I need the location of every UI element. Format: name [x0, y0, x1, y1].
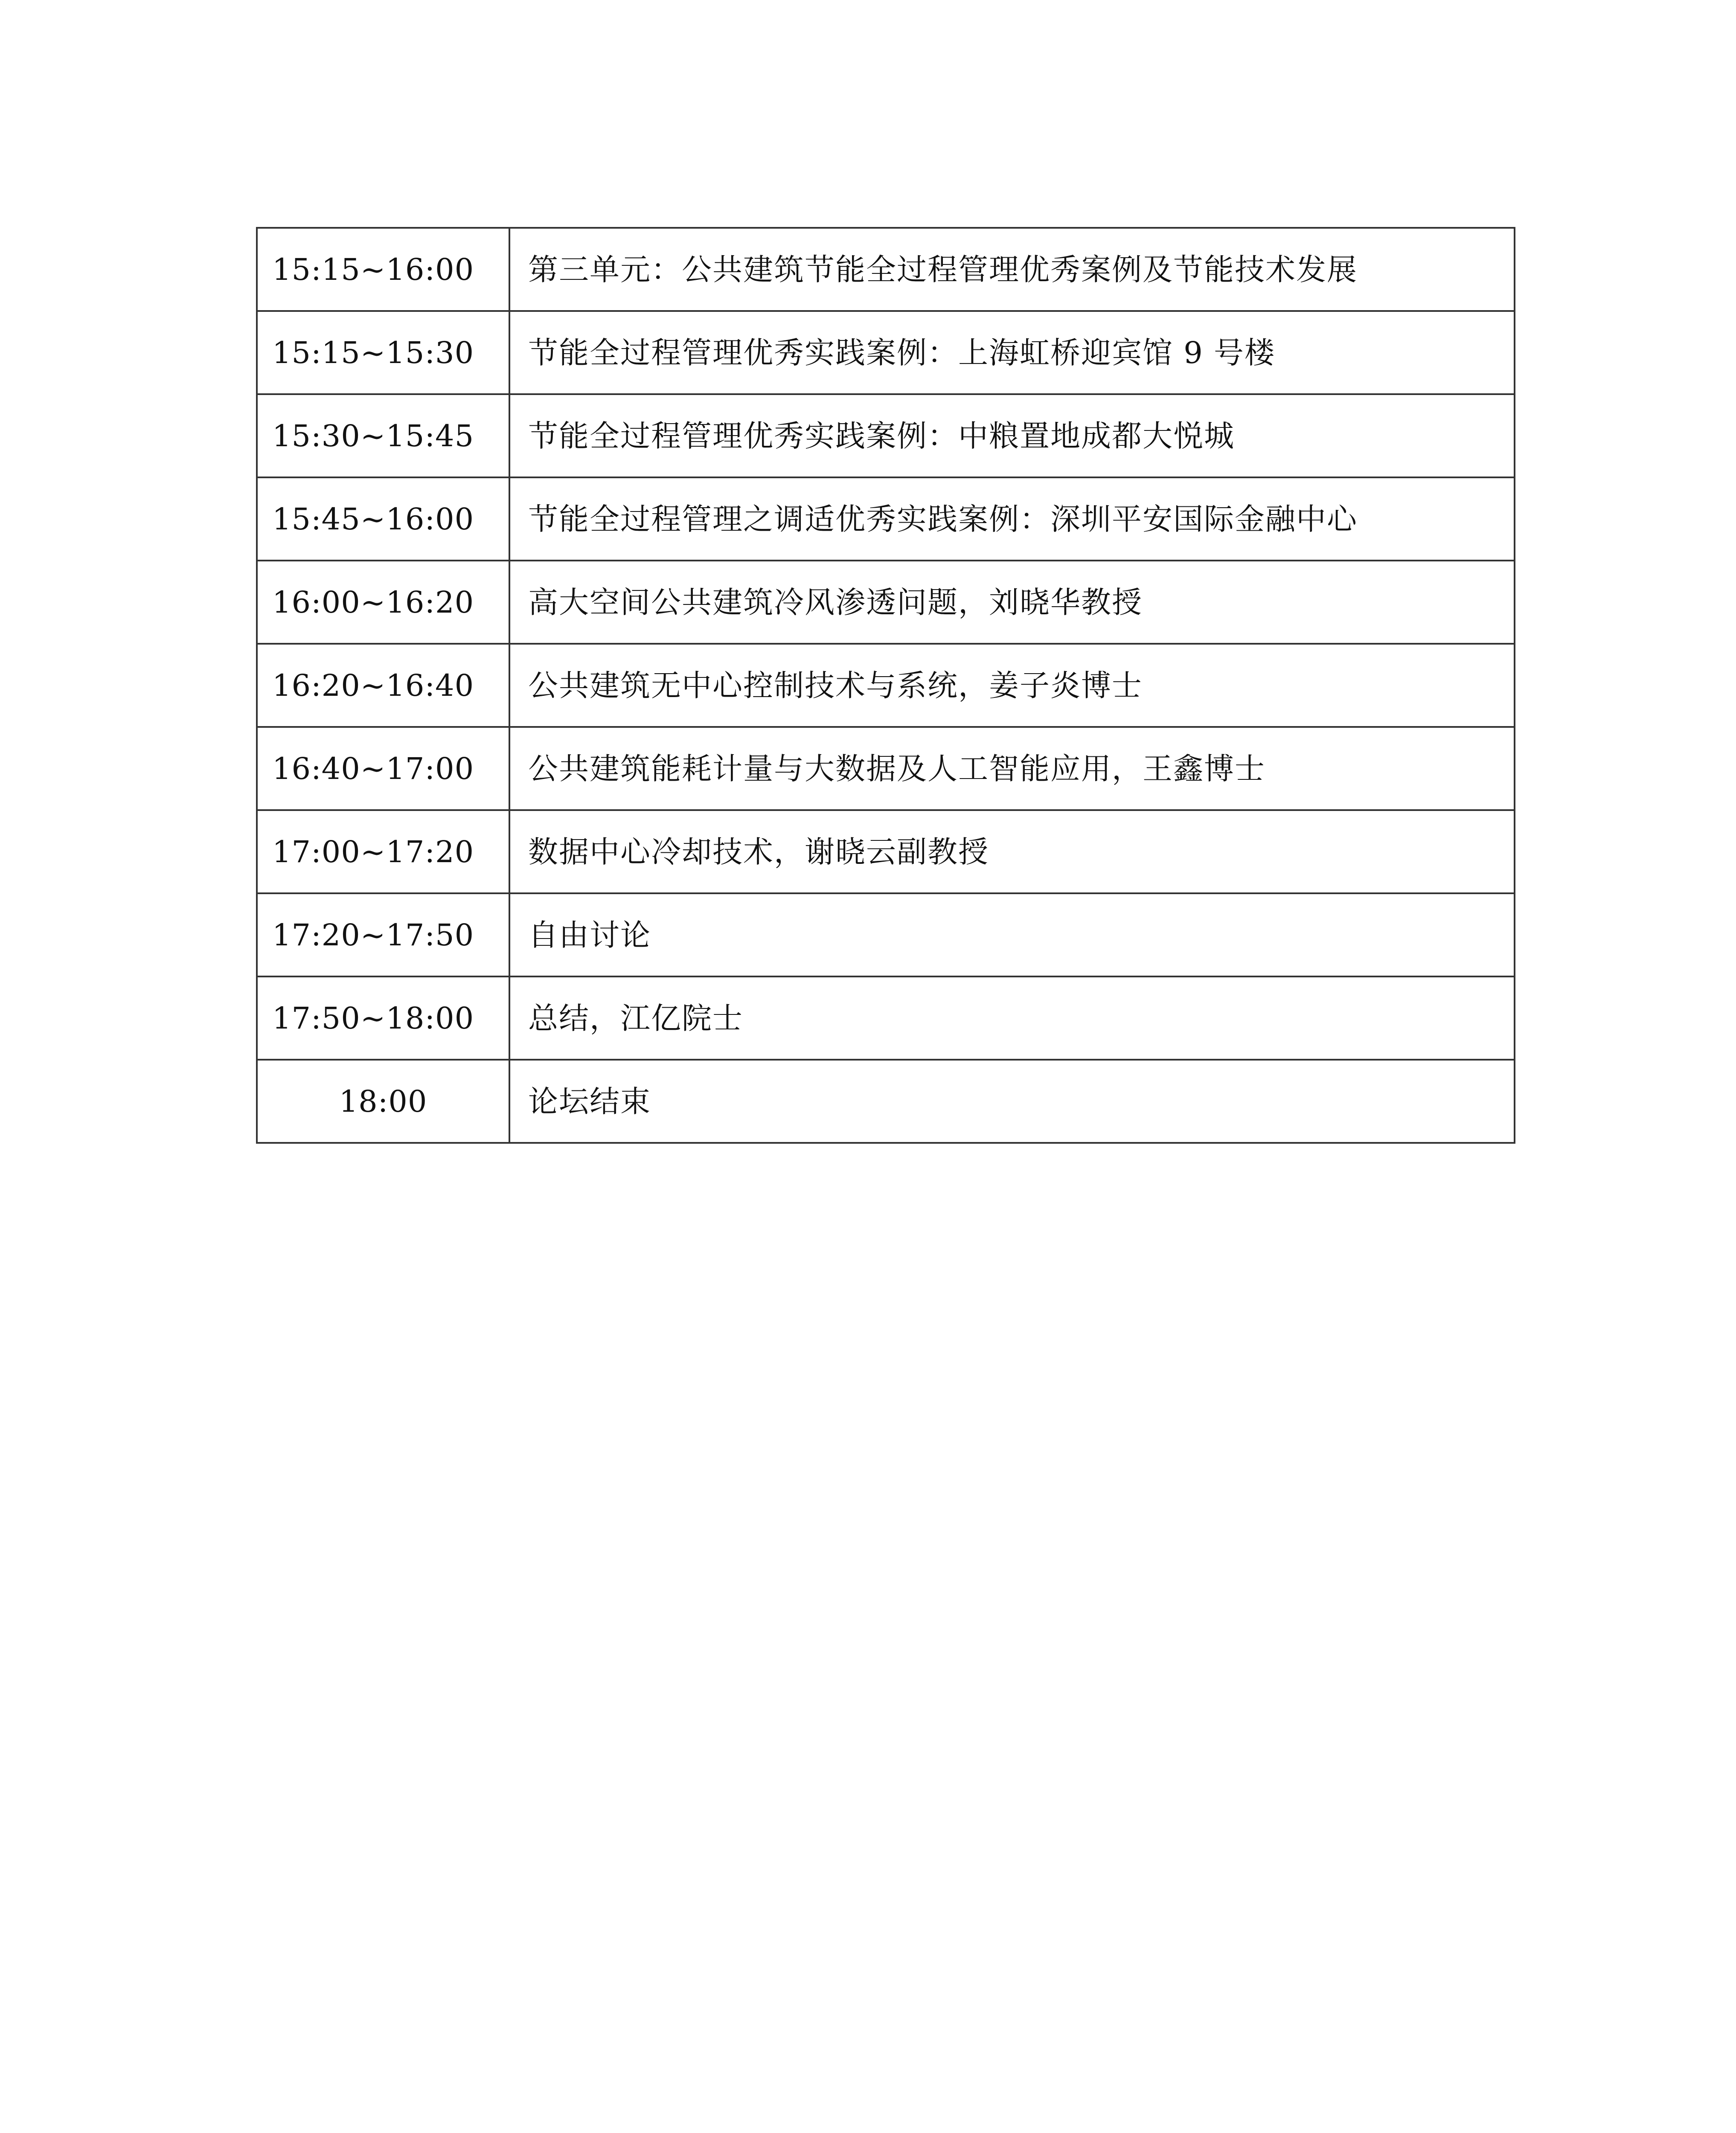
- time-cell: 15:15~15:30: [257, 311, 509, 394]
- table-row: [257, 893, 1515, 976]
- time-cell: 16:00~16:20: [257, 561, 509, 644]
- agenda-item-cell: 高大空间公共建筑冷风渗透问题，刘晓华教授: [509, 561, 1515, 644]
- time-cell: 16:20~16:40: [257, 644, 509, 727]
- time-cell: 17:50~18:00: [257, 976, 509, 1060]
- agenda-item-cell: 总结，江亿院士: [509, 976, 1515, 1060]
- agenda-item-cell: 第三单元：公共建筑节能全过程管理优秀案例及节能技术发展: [509, 228, 1515, 311]
- table-row: [257, 228, 1515, 311]
- agenda-item-cell: 节能全过程管理之调适优秀实践案例：深圳平安国际金融中心: [509, 477, 1515, 561]
- time-cell: 18:00: [257, 1060, 509, 1143]
- table-row: [257, 727, 1515, 810]
- agenda-item-cell: 节能全过程管理优秀实践案例：上海虹桥迎宾馆 9 号楼: [509, 311, 1515, 394]
- agenda-item-cell: 数据中心冷却技术，谢晓云副教授: [509, 810, 1515, 893]
- table-row: [257, 477, 1515, 561]
- time-cell: 15:45~16:00: [257, 477, 509, 561]
- agenda-item-cell: 节能全过程管理优秀实践案例：中粮置地成都大悦城: [509, 394, 1515, 477]
- table-row: [257, 644, 1515, 727]
- agenda-item-cell: 公共建筑无中心控制技术与系统，姜子炎博士: [509, 644, 1515, 727]
- table-row: [257, 1060, 1515, 1143]
- agenda-item-cell: 论坛结束: [509, 1060, 1515, 1143]
- time-cell: 17:00~17:20: [257, 810, 509, 893]
- table-row: [257, 976, 1515, 1060]
- time-cell: 15:30~15:45: [257, 394, 509, 477]
- agenda-item-cell: 自由讨论: [509, 893, 1515, 976]
- schedule-table: [256, 227, 1515, 1144]
- time-cell: 15:15~16:00: [257, 228, 509, 311]
- table-row: [257, 394, 1515, 477]
- table-row: [257, 561, 1515, 644]
- table-row: [257, 810, 1515, 893]
- time-cell: 16:40~17:00: [257, 727, 509, 810]
- agenda-item-cell: 公共建筑能耗计量与大数据及人工智能应用，王鑫博士: [509, 727, 1515, 810]
- time-cell: 17:20~17:50: [257, 893, 509, 976]
- table-row: [257, 311, 1515, 394]
